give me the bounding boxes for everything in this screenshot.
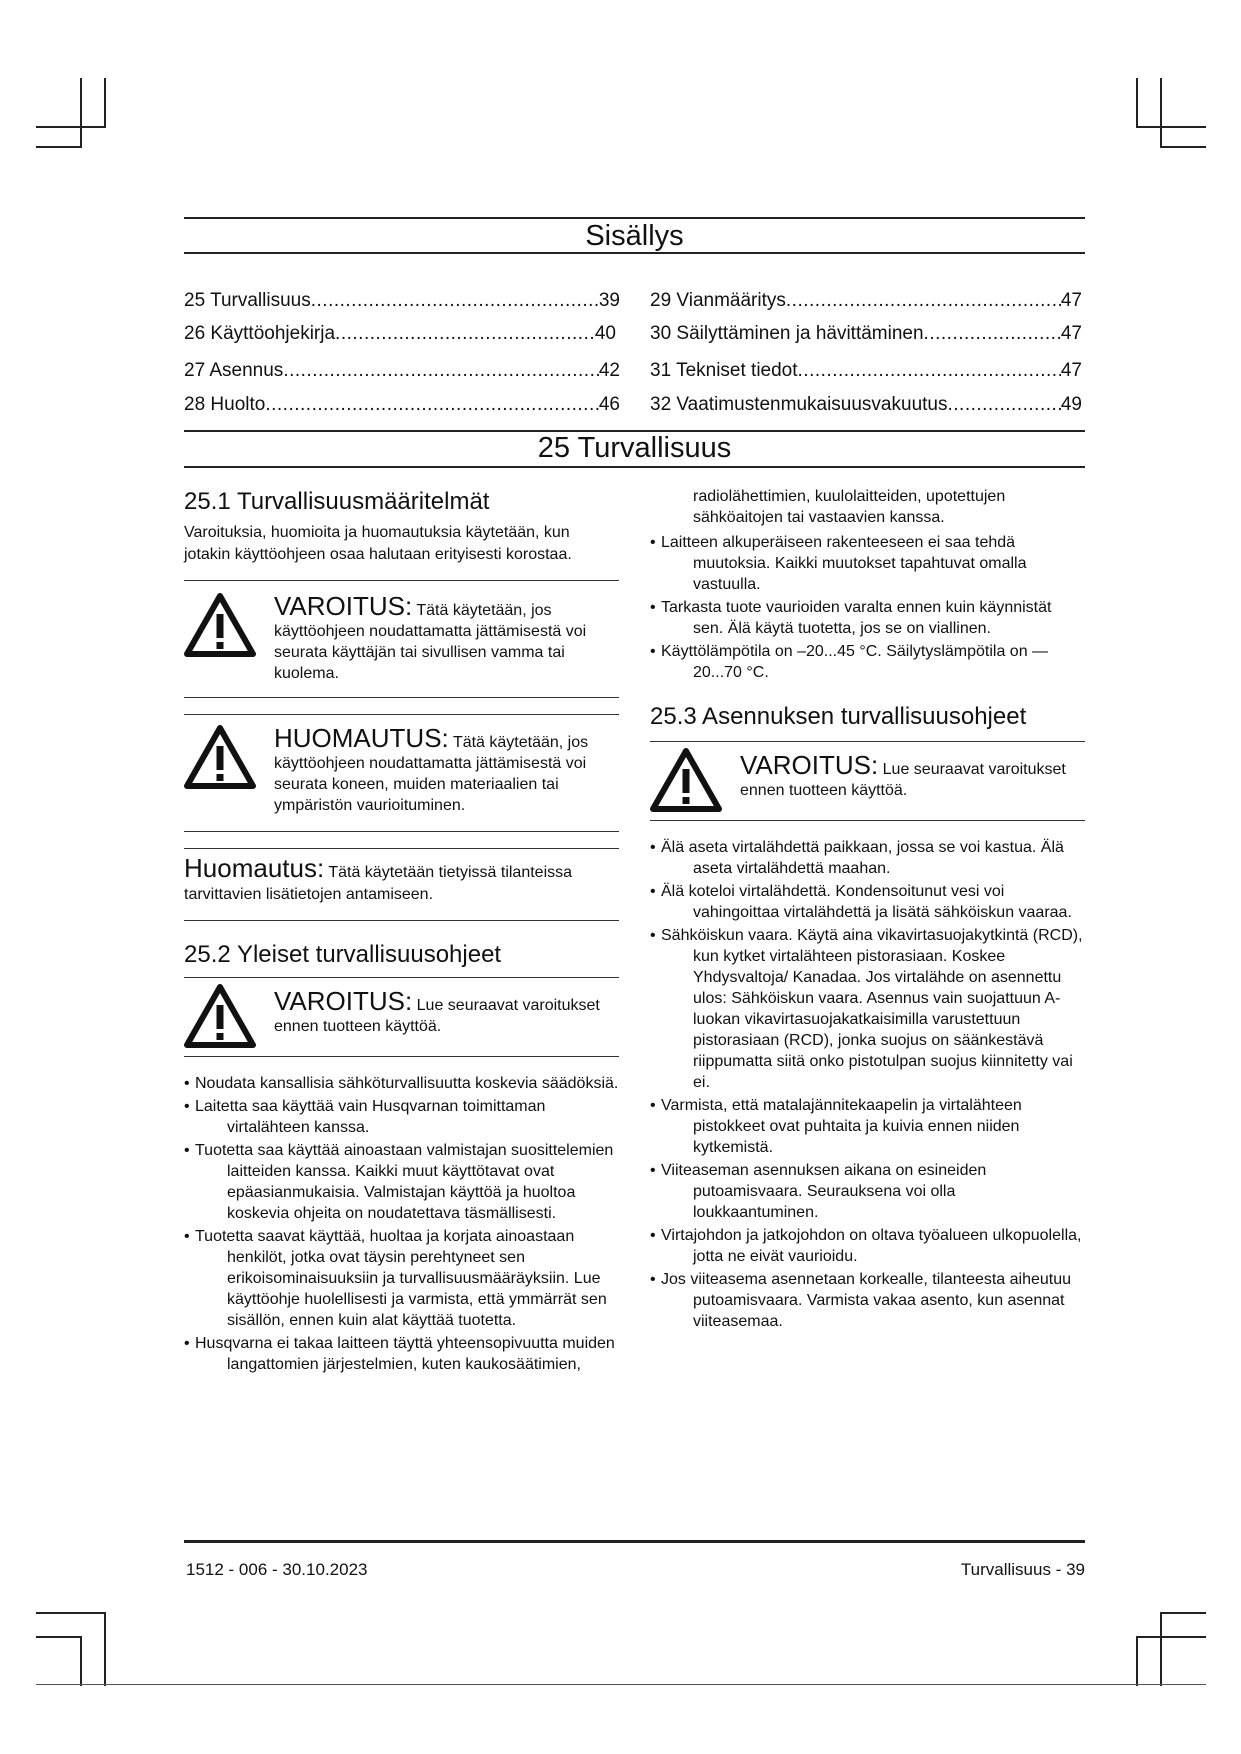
crop-mark [1160, 146, 1206, 148]
crop-mark [36, 146, 82, 148]
toc-entry[interactable] [650, 323, 1082, 345]
toc-entry-label: 31 Tekniset tiedot [650, 360, 798, 381]
list-item: • Virtajohdon ja jatkojohdon on oltava työalueen ulkopuolella, jotta ne eivät vaurioidu. [650, 1227, 1082, 1265]
list-item: • Viiteaseman asennuksen aikana on esineiden putoamisvaara. Seurauksena voi olla loukkaantuminen. [650, 1162, 987, 1221]
note-keyword: Huomautus: [184, 853, 325, 883]
section-heading-25-3: 25.3 Asennuksen turvallisuusohjeet [650, 703, 1027, 730]
toc-entry-label: 29 Vianmääritys [650, 290, 786, 311]
warning-box [650, 741, 1085, 821]
toc-entry-page: 39 [598, 290, 620, 311]
toc-entry-label: 27 Asennus [184, 360, 284, 381]
toc-entry-page: 49 [1060, 394, 1082, 415]
list-item: • Älä koteloi virtalähdettä. Kondensoitunut vesi voi vahingoittaa virtalähdettä ja lisätä sähköiskun vaaraa. [650, 883, 1072, 921]
toc-entry[interactable] [184, 394, 620, 416]
toc-leader-dots [283, 360, 599, 382]
list-item: • Jos viiteasema asennetaan korkealle, tilanteesta aiheutuu putoamisvaara. Varmista vakaa asento, kun asennat viiteasemaa. [650, 1271, 1072, 1330]
toc-leader-dots [335, 323, 595, 345]
bottom-trim-line [36, 1684, 1206, 1685]
crop-mark [104, 78, 106, 126]
list-item: • Älä aseta virtalähdettä paikkaan, jossa se voi kastua. Älä aseta virtalähdettä maahan. [650, 839, 1064, 877]
chapter-title: 25 Turvallisuus [537, 432, 732, 464]
toc-entry[interactable] [650, 360, 1082, 382]
footer-doc-code: 1512 - 006 - 30.10.2023 [186, 1560, 368, 1579]
toc-entry-label: 30 Säilyttäminen ja hävittäminen [650, 323, 924, 344]
warning-triangle-icon [184, 984, 256, 1048]
crop-mark [1136, 78, 1138, 126]
list-item: • Laitetta saa käyttää vain Husqvarnan toimittaman virtalähteen kanssa. [184, 1098, 546, 1136]
list-item: • Husqvarna ei takaa laitteen täyttä yhteensopivuutta muiden langattomien järjestelmien, kuten kaukosäätimien, [184, 1335, 615, 1373]
warning-text: Tätä käytetään, jos käyttöohjeen noudattamatta jättämisestä voi seurata käyttäjän tai sivullisen vamma tai kuolema. [274, 602, 587, 682]
toc-entry-page: 40 [594, 323, 616, 344]
toc-entry-label: 32 Vaatimustenmukaisuusvakuutus [650, 394, 948, 415]
warning-text: Lue seuraavat varoitukset ennen tuotteen käyttöä. [740, 761, 1066, 799]
toc-entry-page: 46 [598, 394, 620, 415]
toc-leader-dots [924, 323, 1061, 345]
toc-leader-dots [798, 360, 1061, 382]
chapter-title-rule [184, 466, 1085, 468]
crop-mark [1136, 1636, 1138, 1686]
general-safety-list [184, 1073, 619, 1375]
crop-mark [1136, 126, 1206, 128]
toc-entry-page: 47 [1060, 290, 1082, 311]
installation-safety-list [650, 837, 1085, 1332]
crop-mark [36, 1612, 106, 1614]
toc-entry-page: 42 [598, 360, 620, 381]
crop-mark [1136, 1636, 1206, 1638]
list-continuation: radiolähettimien, kuulolaitteiden, upotettujen sähköaitojen tai vastaavien kanssa. [693, 488, 1006, 526]
warning-triangle-icon [184, 593, 256, 657]
section-intro: Varoituksia, huomioita ja huomautuksia käytetään, kun jotakin käyttöohjeen osaa halutaan erityisesti korostaa. [184, 524, 572, 563]
note-text: Tätä käytetään tietyissä tilanteissa tarvittavien lisätietojen antamiseen. [184, 864, 573, 903]
crop-mark [1160, 78, 1162, 148]
toc-entry[interactable] [184, 323, 616, 345]
warning-box [184, 977, 619, 1057]
toc-entry-label: 25 Turvallisuus [184, 290, 311, 311]
list-item: • Laitteen alkuperäiseen rakenteeseen ei saa tehdä muutoksia. Kaikki muutokset tapahtuvat omalla vastuulla. [650, 534, 1027, 593]
crop-mark [1160, 1612, 1162, 1686]
crop-mark [36, 126, 106, 128]
section-heading-25-2: 25.2 Yleiset turvallisuusohjeet [184, 941, 502, 968]
footer-rule [184, 1540, 1085, 1543]
toc-title-rule [184, 252, 1085, 254]
list-item: • Tarkasta tuote vaurioiden varalta ennen kuin käynnistät sen. Älä käytä tuotetta, jos se on viallinen. [650, 599, 1052, 637]
section-heading-25-1: 25.1 Turvallisuusmääritelmät [184, 488, 490, 515]
caution-box [184, 714, 619, 832]
toc-entry[interactable] [650, 394, 1082, 416]
caution-text: Tätä käytetään, jos käyttöohjeen noudattamatta jättämisestä voi seurata koneen, muiden materiaalien tai ympäristön vaurioituminen. [274, 734, 589, 814]
toc-entry[interactable] [184, 290, 620, 312]
toc-leader-dots [311, 290, 599, 312]
toc-entry[interactable] [650, 290, 1082, 312]
crop-mark [1160, 1612, 1206, 1614]
toc-leader-dots [786, 290, 1061, 312]
caution-keyword: HUOMAUTUS: [274, 723, 449, 753]
toc-entry-label: 28 Huolto [184, 394, 266, 415]
right-column [650, 486, 1085, 1334]
warning-keyword: VAROITUS: [274, 986, 413, 1016]
crop-mark [36, 1636, 82, 1638]
toc-entry-page: 47 [1060, 323, 1082, 344]
toc-leader-dots [947, 394, 1060, 416]
list-item: • Käyttölämpötila on –20...45 °C. Säilytyslämpötila on —20...70 °C. [650, 643, 1049, 681]
toc-entry[interactable] [184, 360, 620, 382]
warning-keyword: VAROITUS: [274, 591, 413, 621]
list-item: • Tuotetta saavat käyttää, huoltaa ja korjata ainoastaan henkilöt, jotka ovat täysin perehtyneet sen erikoisominaisuuksiin ja turvallisuusmääräyksiin. Lue käyttöohje huolellisesti ja varmista, että ymmärrät sen sisällön, ennen kuin alat käyttää tuotetta. [184, 1228, 607, 1329]
warning-text: Lue seuraavat varoitukset ennen tuotteen käyttöä. [274, 997, 600, 1035]
warning-keyword: VAROITUS: [740, 750, 879, 780]
crop-mark [80, 1636, 82, 1686]
warning-triangle-icon [650, 748, 722, 812]
left-column [184, 480, 619, 1377]
general-safety-list-continued [650, 532, 1085, 683]
toc-entry-page: 47 [1060, 360, 1082, 381]
crop-mark [104, 1612, 106, 1686]
list-item: • Sähköiskun vaara. Käytä aina vikavirtasuojakytkintä (RCD), kun kytket virtalähteen pistorasiaan. Koskee Yhdysvaltoja/ Kanadaa. Jos virtalähde on asennettu ulos: Sähköiskun vaara. Asennus vain suojattuun A-luokan vikavirtasuojakatkaisimilla varustettuun pistorasiaan (RCD), jonka suojus on säänkestävä riippumatta siitä onko pistotulpan suojus kiinnitetty vai ei. [650, 927, 1083, 1091]
toc-entry-label: 26 Käyttöohjekirja [184, 323, 336, 344]
list-item: • Varmista, että matalajännitekaapelin ja virtalähteen pistokkeet ovat puhtaita ja kuivia ennen niiden kytkemistä. [650, 1097, 1022, 1156]
caution-triangle-icon [184, 725, 256, 789]
page-title: Sisällys [585, 220, 684, 252]
footer-page-label: Turvallisuus - 39 [960, 1560, 1085, 1579]
list-item: • Tuotetta saa käyttää ainoastaan valmistajan suosittelemien laitteiden kanssa. Kaikki muut käyttötavat ovat epäasianmukaisia. Valmistajan käyttöä ja huoltoa koskevia ohjeita on noudatettava täsmällisesti. [184, 1142, 614, 1222]
list-item: • Noudata kansallisia sähköturvallisuutta koskevia säädöksiä. [184, 1075, 619, 1092]
note-box [184, 848, 619, 921]
crop-mark [80, 78, 82, 148]
warning-box [184, 580, 619, 698]
toc-leader-dots [265, 394, 599, 416]
toc-top-rule [184, 217, 1085, 219]
